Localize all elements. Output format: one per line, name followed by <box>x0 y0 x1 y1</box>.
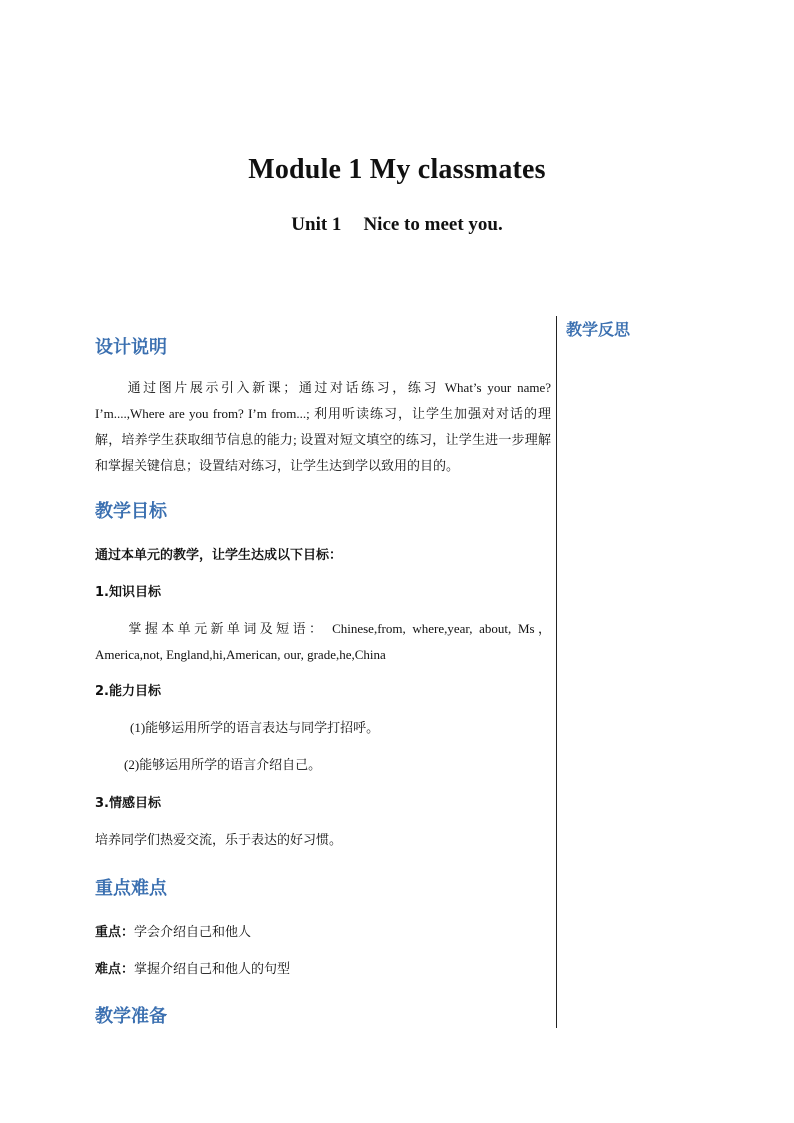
design-text: 通过图片展示引入新课；通过对话练习，练习 What’s your name? I’m....,Where are you from? I’m from...; 利用听读练习，让学生加强对对话的理解，培养学生获取细节信息的能力; 设置对短文填空的练习，让学生进一步理解和掌握关键信息；设置结对练习，让学生达到学以致用的目的。 <box>95 380 551 473</box>
difficulty-label: 难点： <box>95 961 135 976</box>
emotion-goal-title: 3.情感目标 <box>95 796 161 811</box>
unit-label: Unit 1 <box>291 214 342 235</box>
difficulty-line <box>95 958 290 977</box>
design-paragraph <box>95 375 551 479</box>
difficulty-text: 掌握介绍自己和他人的句型 <box>134 961 291 976</box>
emotion-goal-text: 培养同学们热爱交流，乐于表达的好习惯。 <box>95 832 343 847</box>
prep-heading: 教学准备 <box>95 1006 167 1027</box>
page-title: Module 1 My classmates <box>248 154 546 185</box>
ability-goal-2: (2)能够运用所学的语言介绍自己。 <box>124 757 322 772</box>
ability-goal-1: (1)能够运用所学的语言表达与同学打招呼。 <box>130 720 380 735</box>
keypoints-heading: 重点难点 <box>95 878 167 899</box>
column-divider <box>556 316 557 1028</box>
focus-text: 学会介绍自己和他人 <box>134 924 252 939</box>
knowledge-goal-text: 掌握本单元新单词及短语： Chinese,from, where,year, about, Ms，America,not, England,hi,American, our, grade,he,China <box>95 621 551 662</box>
knowledge-goal-title: 1.知识目标 <box>95 585 161 600</box>
reflection-heading: 教学反思 <box>566 320 631 339</box>
focus-line <box>95 921 251 940</box>
goals-intro: 通过本单元的教学，让学生达成以下目标： <box>95 548 343 563</box>
design-heading: 设计说明 <box>95 337 167 358</box>
goals-heading: 教学目标 <box>95 501 167 522</box>
lesson-title: Nice to meet you. <box>363 214 503 235</box>
page-subtitle <box>0 214 794 236</box>
focus-label: 重点： <box>95 924 135 939</box>
ability-goal-title: 2.能力目标 <box>95 684 161 699</box>
knowledge-goal-text-block <box>95 616 551 668</box>
